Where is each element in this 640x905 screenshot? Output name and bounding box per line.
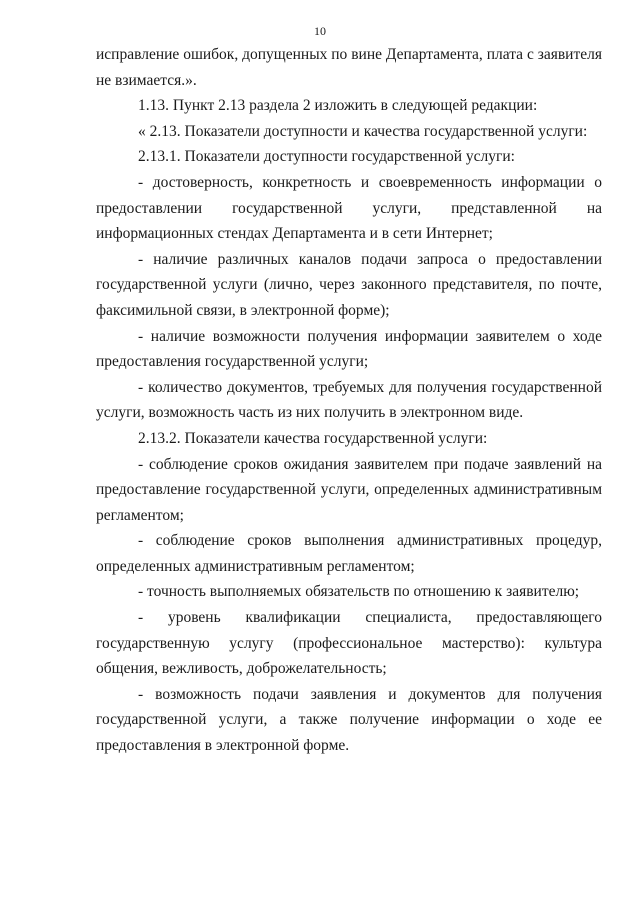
page-number: 10 [314, 24, 326, 38]
list-item-info-availability: - наличие возможности получения информации заявителем о ходе предоставления государственной услуги; [96, 327, 602, 371]
paragraph-section-2-13-title: « 2.13. Показатели доступности и качества государственной услуги: [138, 122, 588, 140]
paragraph-section-2-13-2-title: 2.13.2. Показатели качества государственной услуги: [138, 429, 488, 447]
list-item-electronic-submission: - возможность подачи заявления и документов для получения государственной услуги, а также получение информации о ходе ее предоставления в электронной форме. [96, 685, 602, 755]
list-item-procedure-deadlines: - соблюдение сроков выполнения административных процедур, определенных административным регламентом; [96, 532, 602, 575]
paragraph-section-2-13-1-title: 2.13.1. Показатели доступности государственной услуги: [138, 148, 515, 166]
paragraph-item-1-13: 1.13. Пункт 2.13 раздела 2 изложить в следующей редакции: [138, 97, 538, 115]
list-item-reliability: - достоверность, конкретность и своевременность информации о предоставлении государственной услуги, представленной на информационных стендах Департамента и в сети Интернет; [96, 173, 602, 243]
list-item-waiting-time: - соблюдение сроков ожидания заявителем при подаче заявлений на предоставление государственной услуги, определенных административным регламентом; [96, 455, 602, 524]
paragraph-error-correction: исправление ошибок, допущенных по вине Департамента, плата с заявителя не взимается.». [96, 46, 602, 89]
list-item-specialist-qualification: - уровень квалификации специалиста, предоставляющего государственную услугу (профессиональное мастерство): культура общения, вежливость, доброжелательность; [96, 609, 602, 678]
list-item-document-count: - количество документов, требуемых для получения государственной услуги, возможность часть из них получить в электронном виде. [96, 378, 602, 422]
list-item-obligation-accuracy: - точность выполняемых обязательств по отношению к заявителю; [138, 583, 580, 601]
document-body [96, 42, 602, 759]
list-item-request-channels: - наличие различных каналов подачи запроса о предоставлении государственной услуги (лично, через законного представителя, по почте, факсимильной связи, в электронной форме); [96, 250, 602, 319]
